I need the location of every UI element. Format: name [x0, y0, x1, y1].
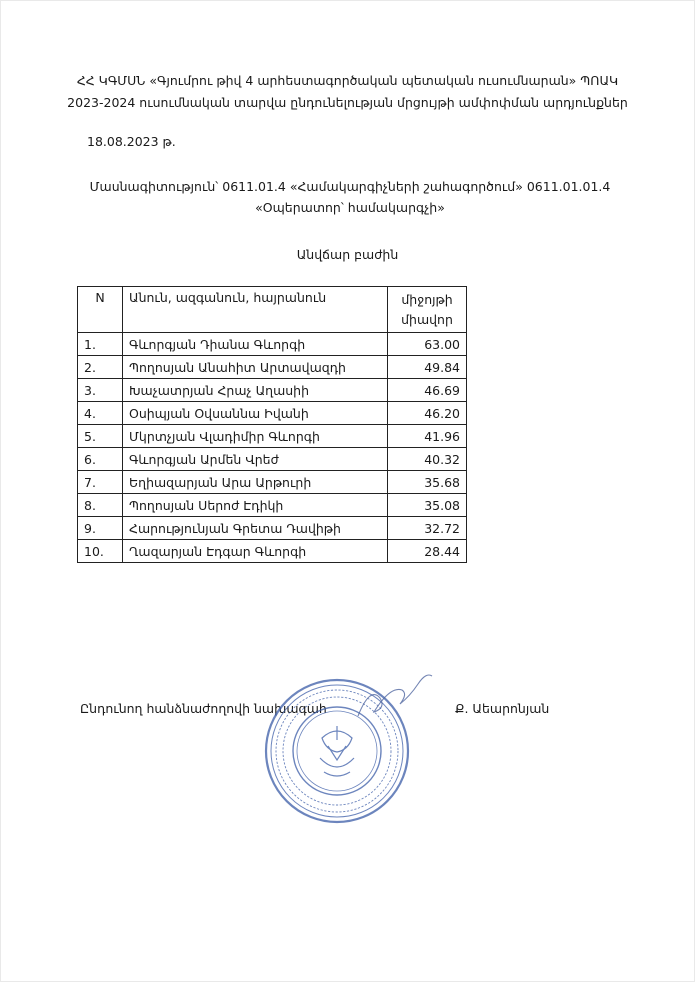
handwritten-signature-icon	[350, 672, 440, 732]
table-header-row	[78, 287, 467, 333]
row-score: 40.32	[388, 448, 467, 471]
table-row	[78, 471, 467, 494]
signer-name: Ք. Աեարոնյան	[455, 701, 550, 716]
header-name: Անուն, ազգանուն, հայրանուն	[123, 287, 388, 333]
row-name: Հարությունյան Գրետա Դավիթի	[123, 517, 388, 540]
department-heading: Անվճար բաժին	[296, 247, 399, 262]
header-score	[388, 287, 467, 333]
header-score-line-2: միավոր	[401, 312, 453, 327]
table-row	[78, 448, 467, 471]
table-row	[78, 517, 467, 540]
specialty-block	[70, 176, 630, 218]
row-score: 63.00	[388, 333, 467, 356]
row-score: 49.84	[388, 356, 467, 379]
row-score: 35.68	[388, 471, 467, 494]
row-number: 9.	[78, 517, 123, 540]
row-name: Ղազարյան Էդգար Գևորգի	[123, 540, 388, 563]
row-number: 3.	[78, 379, 123, 402]
row-score: 46.69	[388, 379, 467, 402]
specialty-line-2: «Օպերատոր՝ համակարգչի»	[255, 200, 445, 215]
signature-label: Ընդունող հանձնաժողովի նախագահ	[80, 701, 327, 716]
table-row	[78, 540, 467, 563]
row-name: Պողոսյան Սերոժ Էդիկի	[123, 494, 388, 517]
row-name: Գևորգյան Դիանա Գևորգի	[123, 333, 388, 356]
table-row	[78, 494, 467, 517]
row-name: Մկրտչյան Վլադիմիր Գևորգի	[123, 425, 388, 448]
table-row	[78, 356, 467, 379]
row-name: Օսիպյան Օվսաննա Իվանի	[123, 402, 388, 425]
table-row	[78, 333, 467, 356]
row-name: Խաչատրյան Հրաչ Աղասիի	[123, 379, 388, 402]
document-title	[0, 70, 695, 114]
table-row	[78, 379, 467, 402]
row-number: 6.	[78, 448, 123, 471]
results-table	[77, 286, 467, 563]
row-name: Պողոսյան Անահիտ Արտավազդի	[123, 356, 388, 379]
row-score: 46.20	[388, 402, 467, 425]
row-score: 41.96	[388, 425, 467, 448]
table-row	[78, 425, 467, 448]
row-number: 1.	[78, 333, 123, 356]
row-number: 2.	[78, 356, 123, 379]
row-name: Եղիազարյան Արա Արթուրի	[123, 471, 388, 494]
title-line-1: ՀՀ ԿԳՄՍՆ «Գյումրու թիվ 4 արհեստագործական պետական ուսումնարան» ՊՈԱԿ	[76, 73, 619, 88]
header-score-line-1: միջոյթի	[401, 292, 453, 307]
row-name: Գևորգյան Արմեն Վրեժ	[123, 448, 388, 471]
title-line-2: 2023-2024 ուսումնական տարվա ընդունելության մրցույթի ամփոփման արդյունքներ	[67, 95, 628, 110]
row-number: 8.	[78, 494, 123, 517]
row-score: 32.72	[388, 517, 467, 540]
table-row	[78, 402, 467, 425]
header-number: N	[78, 287, 123, 333]
row-number: 7.	[78, 471, 123, 494]
document-date: 18.08.2023 թ.	[87, 134, 176, 149]
row-number: 4.	[78, 402, 123, 425]
row-score: 28.44	[388, 540, 467, 563]
row-number: 10.	[78, 540, 123, 563]
row-score: 35.08	[388, 494, 467, 517]
specialty-line-1: Մասնագիտություն՝ 0611.01.4 «Համակարգիչների շահագործում» 0611.01.01.4	[89, 179, 611, 194]
row-number: 5.	[78, 425, 123, 448]
